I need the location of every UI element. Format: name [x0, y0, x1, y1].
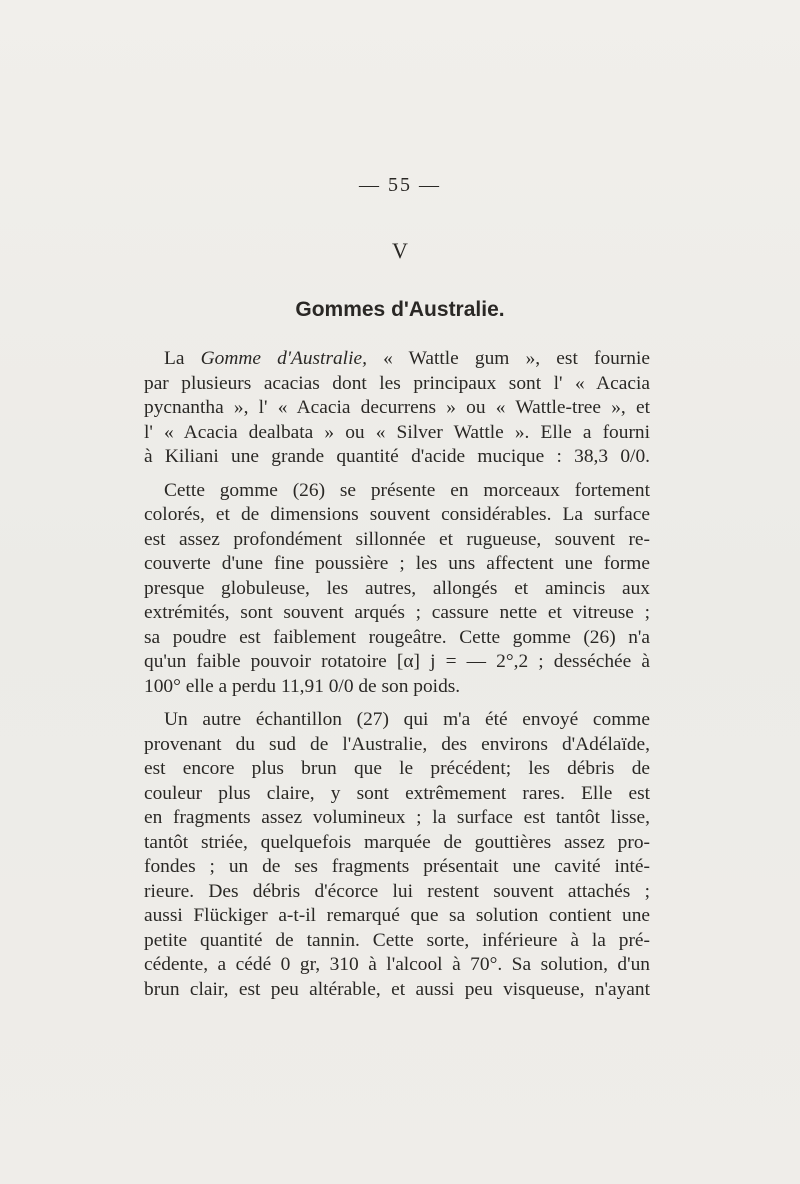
text-line: La Gomme d'Australie, « Wattle gum », est fournie	[164, 348, 650, 369]
text-line: Un autre échantillon (27) qui m'a été envoyé comme	[164, 709, 650, 730]
text-line: rieure. Des débris d'écorce lui restent souvent attachés ;	[144, 880, 650, 902]
text-line: en fragments assez volumineux ; la surface est tantôt lisse,	[144, 807, 650, 828]
text-line: Cette gomme (26) se présente en morceaux fortement	[164, 479, 650, 501]
text-line: brun clair, est peu altérable, et aussi peu visqueuse, n'ayant	[144, 978, 650, 1000]
text-line: est assez profondément sillonnée et rugueuse, souvent re-	[144, 528, 650, 550]
text-line: qu'un faible pouvoir rotatoire [α] j = — 2°,2 ; desséchée à	[144, 651, 650, 672]
text-line: est encore plus brun que le précédent; les débris de	[144, 758, 650, 779]
text-line: pycnantha », l' « Acacia decurrens » ou « Wattle-tree », et	[144, 397, 650, 418]
text-line: l' « Acacia dealbata » ou « Silver Wattle ». Elle a fourni	[144, 421, 650, 443]
text-line: cédente, a cédé 0 gr, 310 à l'alcool à 70°. Sa solution, d'un	[144, 954, 650, 975]
text-line: presque globuleuse, les autres, allongés et amincis aux	[144, 577, 650, 599]
text-line: provenant du sud de l'Australie, des environs d'Adélaïde,	[144, 733, 650, 755]
text-line: couleur plus claire, y sont extrêmement rares. Elle est	[144, 782, 650, 804]
text-line: colorés, et de dimensions souvent considérables. La surface	[144, 504, 650, 525]
text-line: aussi Flückiger a-t-il remarqué que sa solution contient une	[144, 905, 650, 926]
page-number: — 55 —	[359, 174, 441, 196]
section-title: Gommes d'Australie.	[295, 298, 505, 321]
body-text	[144, 347, 650, 1002]
text-line: fondes ; un de ses fragments présentait une cavité inté-	[144, 856, 650, 877]
text-line: couverte d'une fine poussière ; les uns affectent une forme	[144, 553, 650, 574]
section-number: V	[392, 238, 408, 263]
text-line: par plusieurs acacias dont les principaux sont l' « Acacia	[144, 372, 650, 394]
text-line: petite quantité de tannin. Cette sorte, inférieure à la pré-	[144, 929, 650, 951]
text-line: sa poudre est faiblement rougeâtre. Cette gomme (26) n'a	[144, 626, 650, 648]
text-line: à Kiliani une grande quantité d'acide mucique : 38,3 0/0.	[144, 446, 650, 467]
text-line: 100° elle a perdu 11,91 0/0 de son poids.	[144, 675, 461, 697]
text-line: extrémités, sont souvent arqués ; cassure nette et vitreuse ;	[144, 602, 650, 623]
text-line: tantôt striée, quelquefois marquée de gouttières assez pro-	[144, 831, 650, 853]
